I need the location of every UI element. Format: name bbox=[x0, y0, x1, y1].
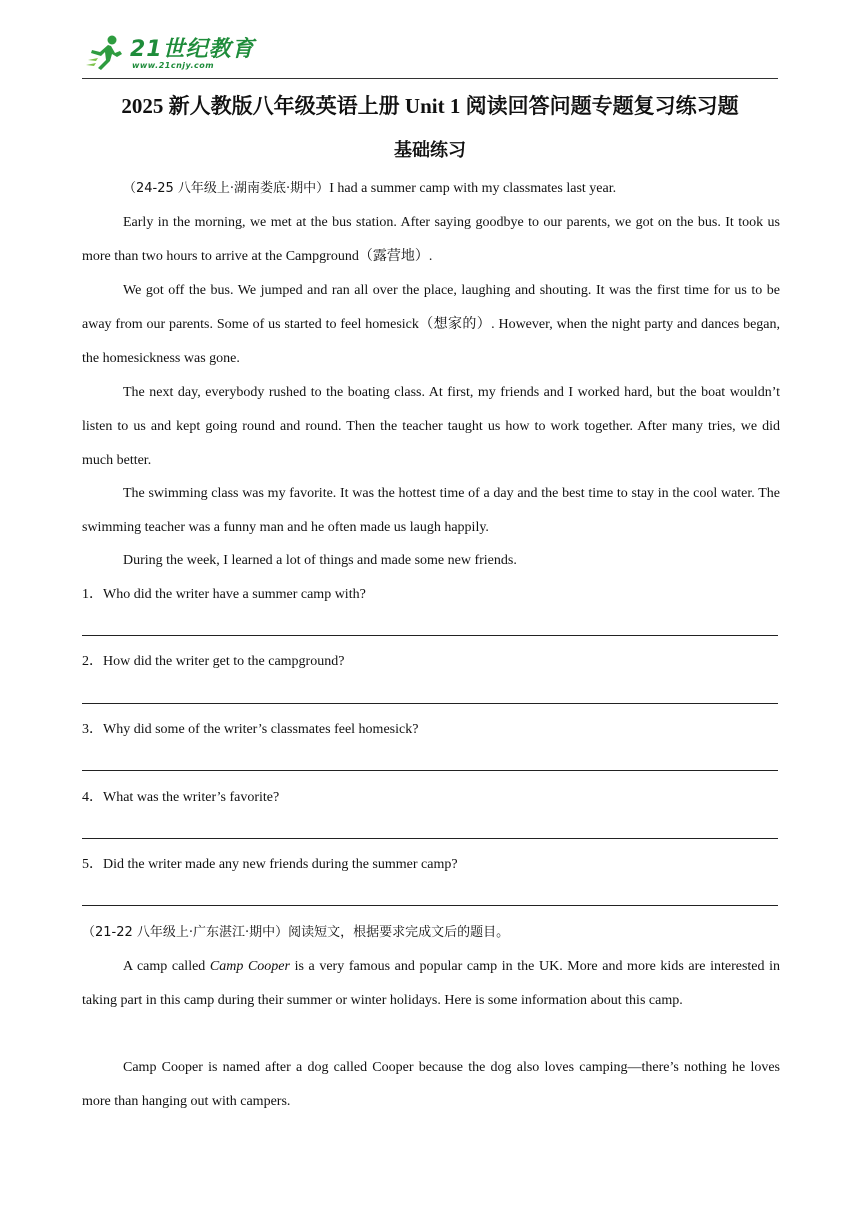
paragraph-text: The swimming class was my favorite. It was the hottest time of a day and the best time to stay in the cool water. The swimming teacher was a funny man and he often made us laugh happily. bbox=[82, 486, 780, 535]
answer-line-5[interactable] bbox=[82, 905, 778, 906]
paragraph-text: Camp Cooper is named after a dog called Cooper because the dog also loves camping—there’s nothing he loves more than hanging out with campers. bbox=[82, 1060, 780, 1109]
brand-name: 21世纪教育 bbox=[130, 37, 255, 62]
passage1-intro-text: I had a summer camp with my classmates last year. bbox=[329, 181, 617, 196]
passage1-intro bbox=[82, 172, 780, 206]
runner-logo-icon bbox=[86, 34, 126, 72]
paragraph-text: is a very famous and popular camp in the UK. More and more kids are interested in taking part in this camp during their summer or winter holidays. Here is some information about this camp. bbox=[82, 959, 780, 1008]
paragraph-text: Early in the morning, we met at the bus station. After saying goodbye to our parents, we got on the bus. It took us more than two hours to arrive at the Campground（露营地）. bbox=[82, 215, 780, 264]
answer-line-3[interactable] bbox=[82, 770, 778, 771]
header-divider bbox=[82, 78, 778, 79]
paragraph-text: A camp called bbox=[123, 959, 210, 974]
answer-line-4[interactable] bbox=[82, 838, 778, 839]
section-title: 基础练习 bbox=[394, 140, 466, 160]
question-2: 2．How did the writer get to the campground? bbox=[82, 654, 345, 669]
passage1-paragraph-4 bbox=[82, 477, 780, 545]
camp-name: Camp Cooper bbox=[209, 959, 290, 974]
paragraph-text: We got off the bus. We jumped and ran all over the place, laughing and shouting. It was the first time for us to be away from our parents. Some of us started to feel homesick（想家的）. However, when the night party and dances began, the homesickness was gone. bbox=[82, 283, 780, 366]
paragraph-text: During the week, I learned a lot of things and made some new friends. bbox=[123, 553, 517, 568]
page-title: 2025 新人教版八年级英语上册 Unit 1 阅读回答问题专题复习练习题 bbox=[121, 94, 739, 118]
question-1: 1．Who did the writer have a summer camp with? bbox=[82, 587, 366, 602]
passage2-source: （21-22 八年级上·广东湛江·期中）阅读短文，根据要求完成文后的题目。 bbox=[82, 925, 510, 940]
brand-url: www.21cnjy.com bbox=[132, 61, 215, 70]
question-3: 3．Why did some of the writer’s classmates feel homesick? bbox=[82, 722, 419, 737]
answer-line-2[interactable] bbox=[82, 703, 778, 704]
passage2-paragraph-2 bbox=[82, 1051, 780, 1119]
answer-line-1[interactable] bbox=[82, 635, 778, 636]
passage1-source: （24-25 八年级上·湖南娄底·期中） bbox=[123, 181, 330, 196]
passage1-paragraph-1 bbox=[82, 206, 780, 274]
passage1-paragraph-2 bbox=[82, 274, 780, 376]
passage1-paragraph-5 bbox=[82, 544, 780, 578]
question-5: 5．Did the writer made any new friends during the summer camp? bbox=[82, 857, 458, 872]
paragraph-text: The next day, everybody rushed to the boating class. At first, my friends and I worked hard, but the boat wouldn’t listen to us and kept going round and round. Then the teacher taught us how to work together. After many tries, we did much better. bbox=[82, 385, 780, 468]
page-header bbox=[82, 28, 778, 80]
question-4: 4．What was the writer’s favorite? bbox=[82, 790, 280, 805]
passage1-paragraph-3 bbox=[82, 376, 780, 478]
passage2-paragraph-1 bbox=[82, 950, 780, 1018]
logo bbox=[82, 28, 262, 76]
